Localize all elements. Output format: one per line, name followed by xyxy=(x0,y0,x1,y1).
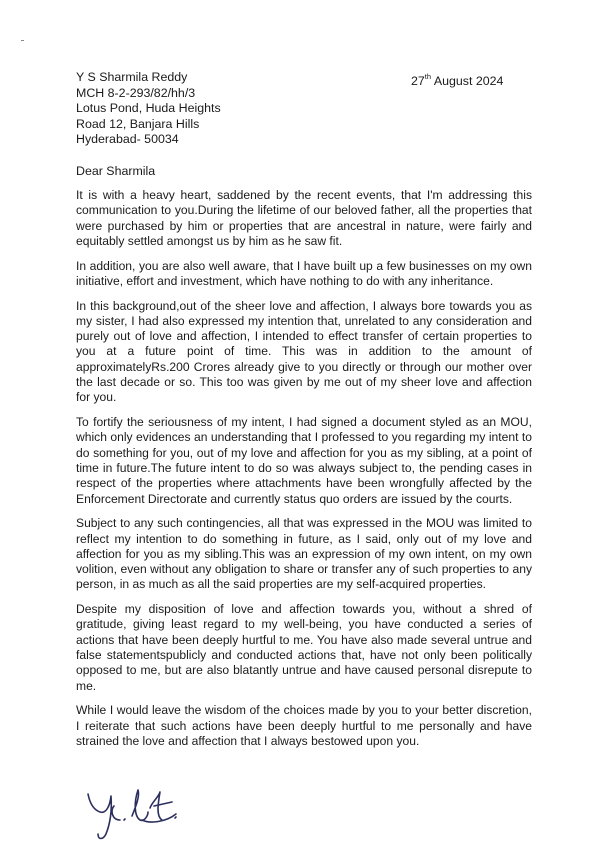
paragraph: Despite my disposition of love and affection towards you, without a shred of gratitude, giving least regard to my well-being, you have conducted a series of actions that have been deeply hurtful to me. You have also made several untrue and false statementspublicly and conducted actions that, have not only been politically opposed to me, but are also blatantly untrue and have caused personal disrepute to me. xyxy=(76,602,532,693)
paragraph: It is with a heavy heart, saddened by the recent events, that I'm addressing this communication to you.During the lifetime of our beloved father, all the properties that were purchased by him or properties that are ancestral in nature, were fairly and equitably settled amongst us by him as he saw fit. xyxy=(76,188,532,248)
paragraph: In this background,out of the sheer love and affection, I always bore towards you as my sister, I had also expressed my intention that, unrelated to any consideration and purely out of love and affection, I intended to effect transfer of certain properties to you at a future point of time. This was in addition to the amount of approximatelyRs.200 Crores already give to you directly or through our mother over the last decade or so. This too was given by me out of my sheer love and affection for you. xyxy=(76,298,532,405)
signature-drawing xyxy=(80,776,190,846)
address-line-2: Lotus Pond, Huda Heights xyxy=(76,101,221,116)
address-line-1: MCH 8-2-293/82/hh/3 xyxy=(76,85,196,100)
salutation: Dear Sharmila xyxy=(76,164,156,178)
sender-name: Y S Sharmila Reddy xyxy=(76,70,188,84)
date-month-year: August 2024 xyxy=(431,74,504,89)
paragraph: In addition, you are also well aware, that I have built up a few businesses on my own initiative, effort and investment, which have nothing to do with any inheritance. xyxy=(76,258,532,288)
address-line-4: Hyderabad- 50034 xyxy=(76,132,179,147)
sender-address xyxy=(76,70,221,148)
paragraph: While I would leave the wisdom of the choices made by you to your better discretion, I reiterate that such actions have been deeply hurtful to me personally and have strained the love and affection that I always bestowed upon you. xyxy=(76,703,532,748)
scan-mark xyxy=(21,40,24,41)
letter-date xyxy=(411,73,503,88)
signature-icon xyxy=(80,776,190,846)
paragraph: Subject to any such contingencies, all that was expressed in the MOU was limited to reflect my intention to do something in future, as I said, only out of my love and affection for you as my sibling.This was an expression of my own intent, on my own volition, even without any obligation to share or transfer any of such properties to any person, in as much as all the said properties are my self-acquired properties. xyxy=(76,516,532,592)
address-line-3: Road 12, Banjara Hills xyxy=(76,116,200,131)
letter-body xyxy=(76,188,532,759)
paragraph: To fortify the seriousness of my intent, I had signed a document styled as an MOU, which only evidences an understanding that I professed to you regarding my intent to do something for you, out of my love and affection for you as my sibling, at a point of time in future.The future intent to do so was always subject to, the pending cases in respect of the properties where attachments have been wrongfully affected by the Enforcement Directorate and currently status quo orders are issued by the courts. xyxy=(76,415,532,506)
date-day: 27 xyxy=(411,74,425,89)
date-suffix: th xyxy=(424,72,432,81)
